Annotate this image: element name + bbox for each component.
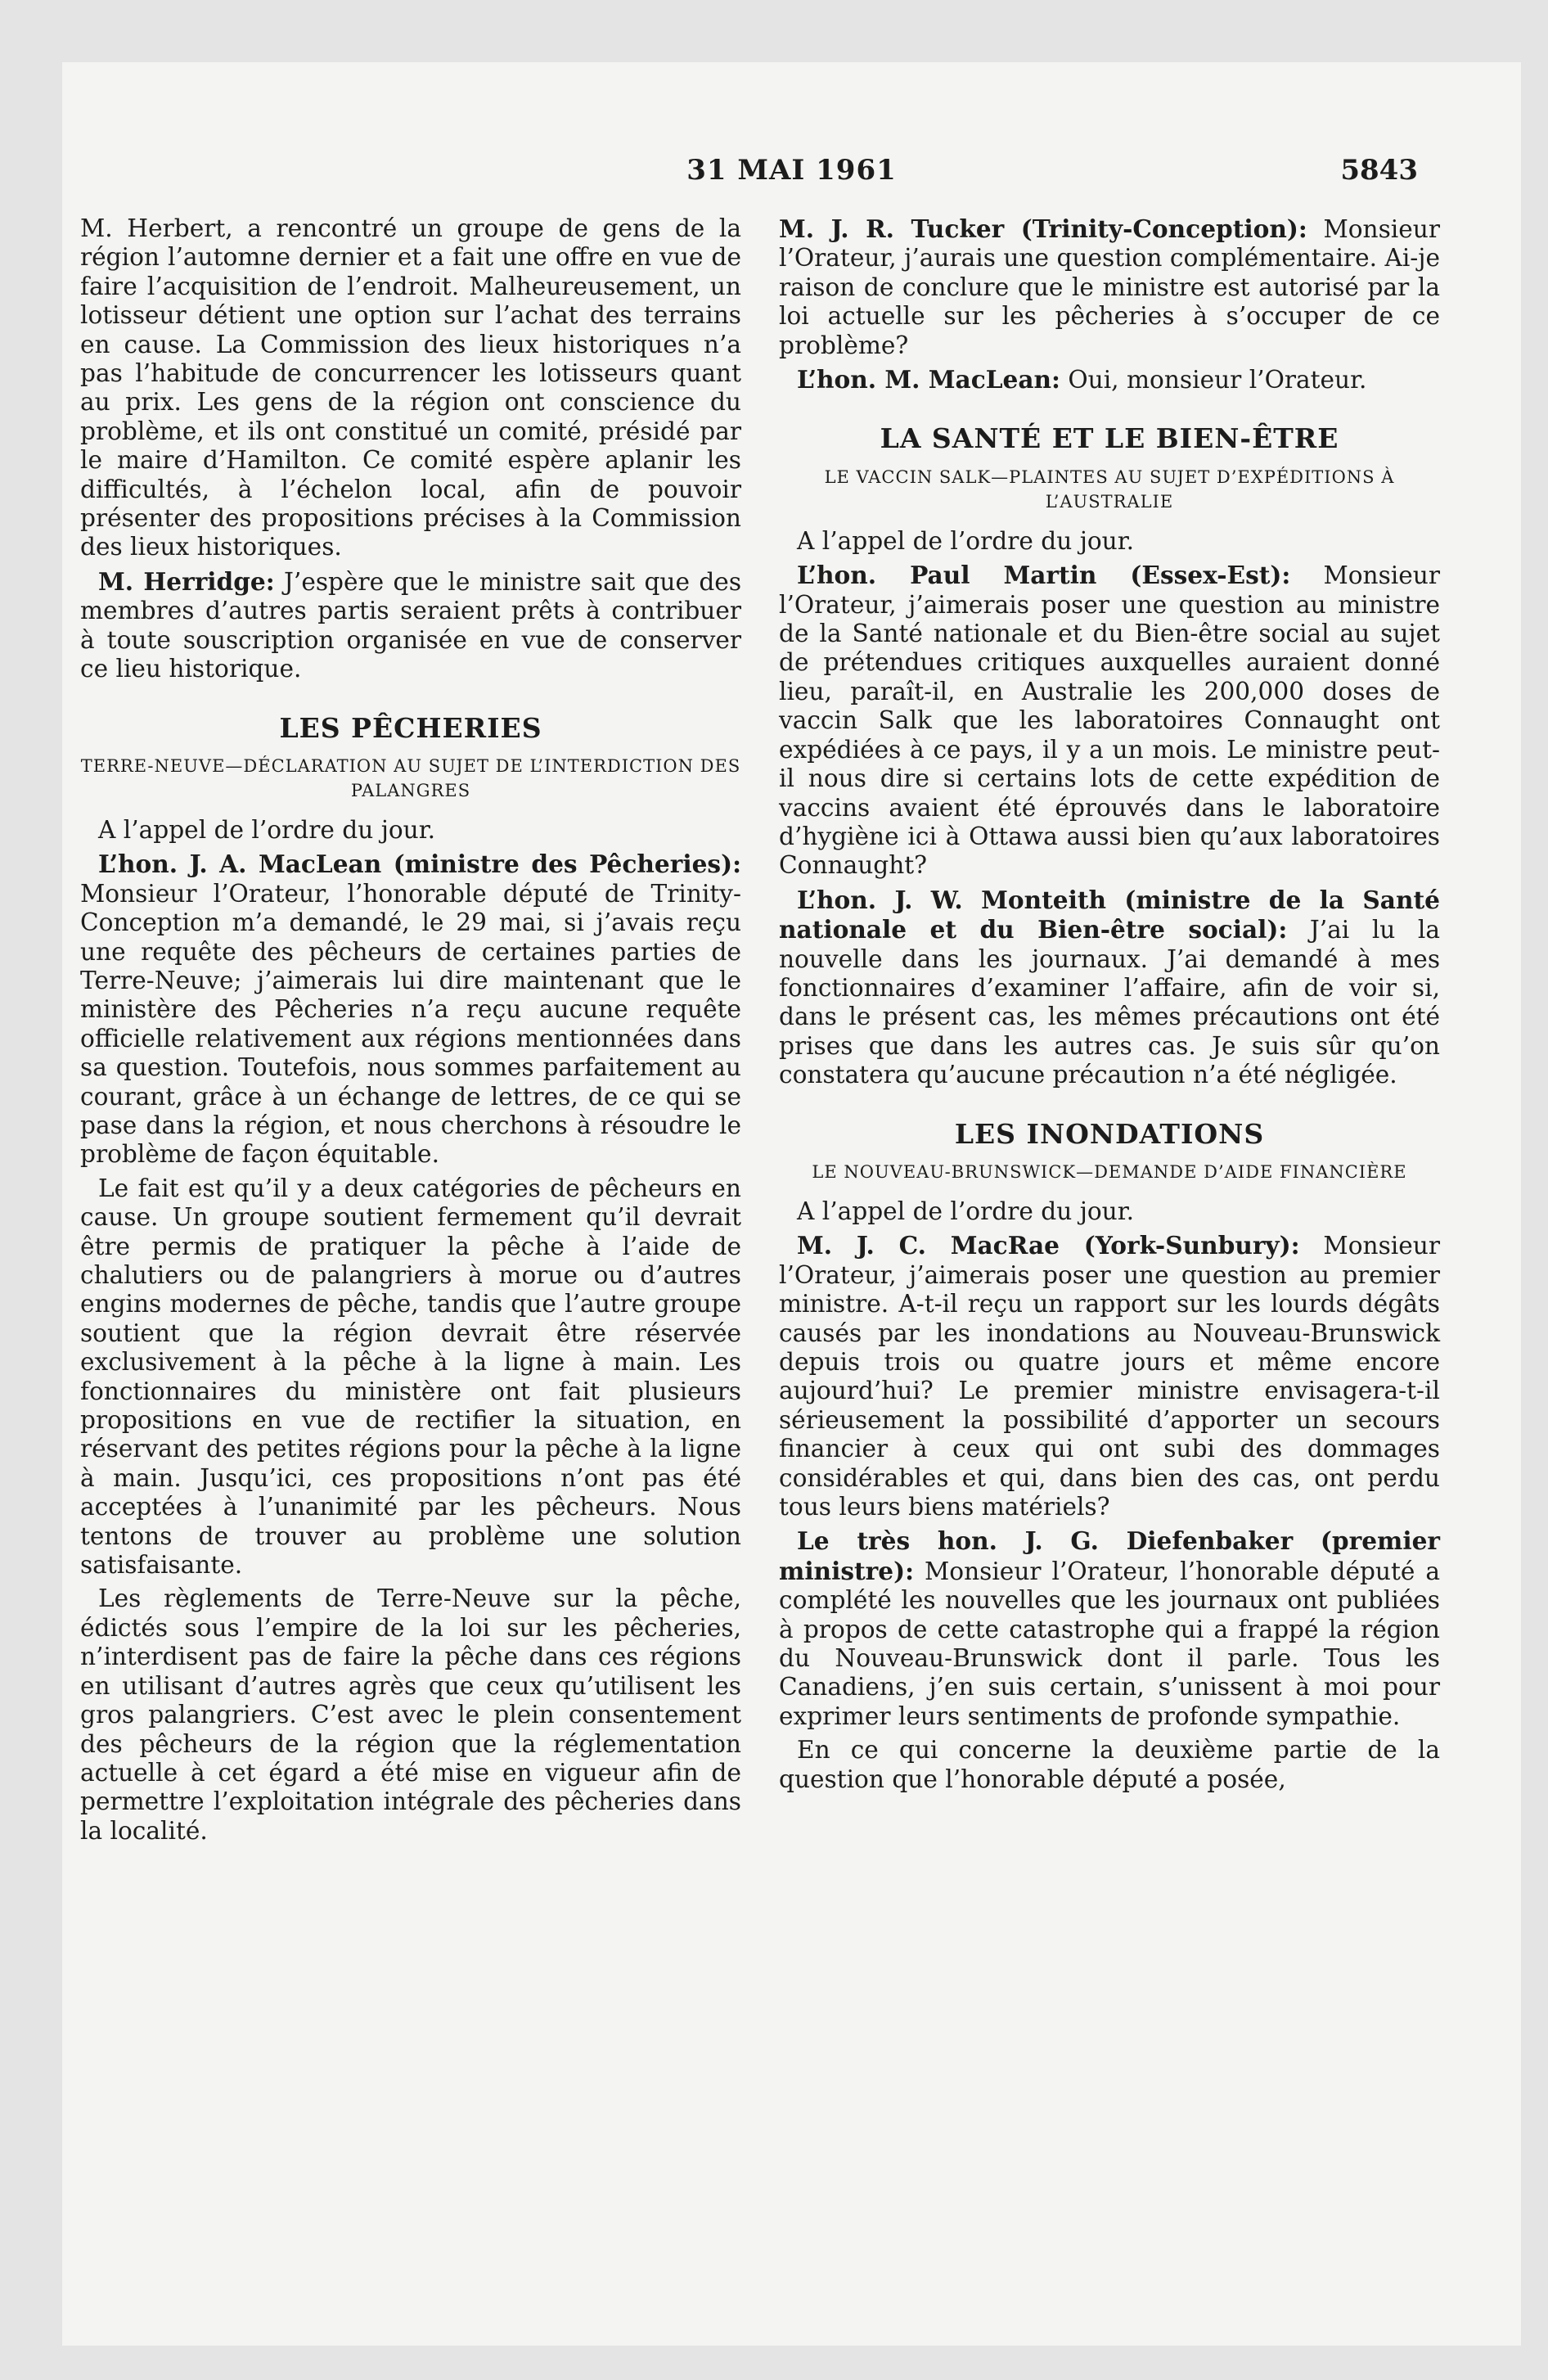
page-number: 5843 [1340,154,1418,187]
paragraph [779,365,1440,394]
paragraph [779,886,1440,1090]
page-header [165,154,1418,195]
paragraph [779,214,1440,360]
speech-text: J’ai lu la nouvelle dans les journaux. J’ai demandé à mes fonctionnaires d’examiner l’affaire, afin de voir si, dans le présent cas, les mêmes précautions ont été prises que dans les autres cas. Je suis sûr qu’on constatera qu’aucune précaution n’a été négligée. [779,916,1440,1089]
speaker-name: L’hon. J. A. MacLean (ministre des Pêcheries): [98,850,741,879]
paragraph: Le fait est qu’il y a deux catégories de pêcheurs en cause. Un groupe soutient fermement qu’il devrait être permis de pratiquer la pêche à l’aide de chalutiers ou de palangriers à morue ou d’autres engins modernes de pêche, tandis que l’autre groupe soutient que la région devrait être réservée exclusivement à la pêche à la ligne à main. Les fonctionnaires du ministère ont fait plusieurs propositions en vue de rectifier la situation, en réservant des petites régions pour la pêche à la ligne à main. Jusqu’ici, ces propositions n’ont pas été acceptées à l’unanimité par les pêcheurs. Nous tentons de trouver au problème une solution satisfaisante. [80,1174,741,1580]
section-heading-peches: LES PÊCHERIES [279,711,542,744]
section-subheading-inondations: LE NOUVEAU-BRUNSWICK—DEMANDE D’AIDE FINANCIÈRE [812,1161,1407,1182]
speaker-name: M. J. R. Tucker (Trinity-Conception): [779,214,1307,243]
paragraph [779,1231,1440,1521]
page-date: 31 MAI 1961 [686,154,897,187]
paragraph: En ce qui concerne la deuxième partie de la question que l’honorable député a posée, [779,1736,1440,1793]
left-column [80,214,741,1850]
speaker-name: L’hon. J. W. Monteith (ministre de la Santé nationale et du Bien-être social): [779,885,1440,944]
paragraph: A l’appel de l’ordre du jour. [797,1197,1135,1225]
paragraph: A l’appel de l’ordre du jour. [797,526,1135,555]
section-heading-sante: LA SANTÉ ET LE BIEN-ÊTRE [880,422,1339,455]
speaker-name: M. J. C. MacRae (York-Sunbury): [797,1231,1300,1260]
speech-text: Monsieur l’Orateur, l’honorable député a complété les nouvelles que les journaux ont publiées à propos de cette catastrophe qui a frappé la région du Nouveau-Brunswick dont il parle. Tous les Canadiens, j’en suis certain, s’unissent à moi pour exprimer leurs sentiments de profonde sympathie. [779,1557,1440,1730]
paragraph [779,1526,1440,1731]
page [62,62,1521,2346]
paragraph [80,567,741,684]
paragraph: M. Herbert, a rencontré un groupe de gens de la région l’automne dernier et a fait une offre en vue de faire l’acquisition de l’endroit. Malheureusement, un lotisseur détient une option sur l’achat des terrains en cause. La Commission des lieux historiques n’a pas l’habitude de concurrencer les lotisseurs quant au prix. Les gens de la région ont conscience du problème, et ils ont constitué un comité, présidé par le maire d’Hamilton. Ce comité espère aplanir les difficultés, à l’échelon local, afin de pouvoir présenter des propositions précises à la Commission des lieux historiques. [80,214,741,561]
speaker-name: M. Herridge: [98,566,275,596]
speech-text: J’espère que le ministre sait que des membres d’autres partis seraient prêts à contribuer à toute souscription organisée en vue de conserver ce lieu historique. [80,567,742,683]
paragraph [779,561,1440,880]
speaker-name: Le très hon. J. G. Diefenbaker (premier ministre): [779,1526,1440,1585]
speech-text: Monsieur l’Orateur, j’aimerais poser une question au premier ministre. A-t-il reçu un rapport sur les lourds dégâts causés par les inondations au Nouveau-Brunswick depuis trois ou quatre jours et même encore aujourd’hui? Le premier ministre envisagera-t-il sérieusement la possibilité d’apporter un secours financier à ceux qui ont subi des dommages considérables et qui, dans bien des cas, ont perdu tous leurs biens matériels? [779,1232,1440,1521]
right-column [779,214,1440,1799]
paragraph [80,850,741,1169]
speech-text: Monsieur l’Orateur, l’honorable député de Trinity-Conception m’a demandé, le 29 mai, si j’avais reçu une requête des pêcheurs de certaines parties de Terre-Neuve; j’aimerais lui dire maintenant que le ministère des Pêcheries n’a reçu aucune requête officielle relativement aux régions mentionnées dans sa question. Toutefois, nous sommes parfaitement au courant, grâce à un échange de lettres, de ce qui se pase dans la région, et nous cherchons à résoudre le problème de façon équitable. [80,879,741,1169]
section-subheading-sante: LE VACCIN SALK—PLAINTES AU SUJET D’EXPÉDITIONS À L’AUSTRALIE [824,467,1395,512]
paragraph: A l’appel de l’ordre du jour. [98,815,436,844]
speaker-name: L’hon. M. MacLean: [797,365,1060,394]
section-subheading-peches: TERRE-NEUVE—DÉCLARATION AU SUJET DE L’INTERDICTION DES PALANGRES [80,755,741,800]
section-heading-inondations: LES INONDATIONS [954,1117,1265,1150]
speech-text: Monsieur l’Orateur, j’aurais une question complémentaire. Ai-je raison de conclure que le ministre est autorisé par la loi actuelle sur les pêcheries à s’occuper de ce problème? [779,215,1440,359]
paragraph: Les règlements de Terre-Neuve sur la pêche, édictés sous l’empire de la loi sur les pêcheries, n’interdisent pas de faire la pêche dans ces régions en utilisant d’autres agrès que ceux qu’utilisent les gros palangriers. C’est avec le plein consentement des pêcheurs de la région que la réglementation actuelle à cet égard a été mise en vigueur afin de permettre l’exploitation intégrale des pêcheries dans la localité. [80,1584,741,1845]
speaker-name: L’hon. Paul Martin (Essex-Est): [797,561,1291,590]
speech-text: Monsieur l’Orateur, j’aimerais poser une question au ministre de la Santé nationale et du Bien-être social au sujet de prétendues critiques auxquelles auraient donné lieu, paraît-il, en Australie les 200,000 doses de vaccin Salk que les laboratoires Connaught ont expédiées à ce pays, il y a un mois. Le ministre peut-il nous dire si certains lots de cette expédition de vaccins avaient été éprouvés dans le laboratoire d’hygiène ici à Ottawa aussi bien qu’aux laboratoires Connaught? [779,561,1440,880]
speech-text: Oui, monsieur l’Orateur. [1060,366,1367,394]
